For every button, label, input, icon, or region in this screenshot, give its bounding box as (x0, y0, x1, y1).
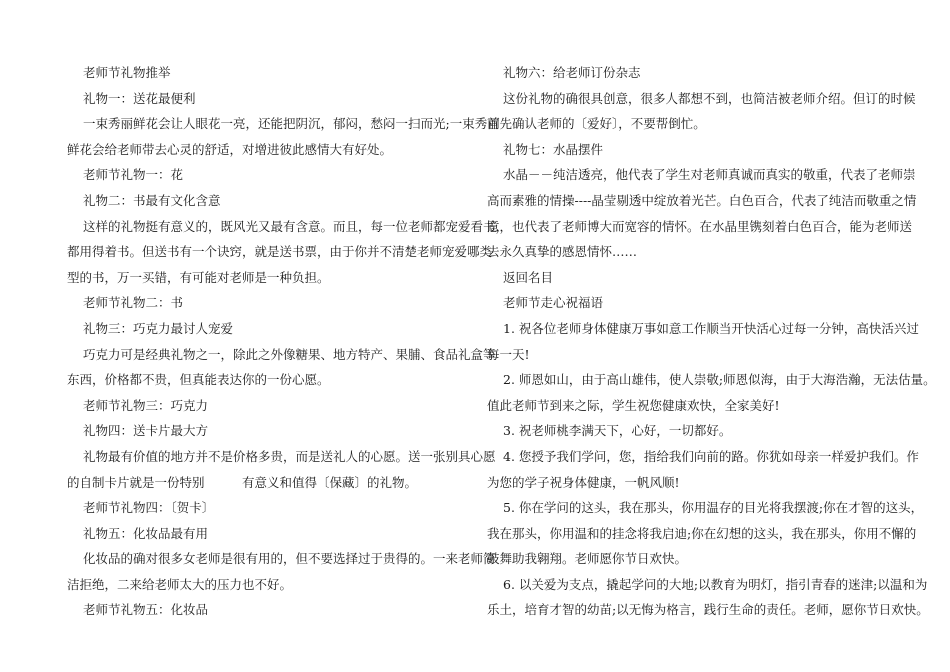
right-column-line: 礼物六：给老师订份杂志 (503, 65, 641, 80)
left-column-line: 的自制卡片就是一份特别 有意义和值得〔保藏〕的礼物。 (67, 474, 418, 490)
left-column-line: 这样的礼物挺有意义的，既风光又最有含意。而且，每一位老师都宠爱看书， (83, 218, 509, 234)
right-column-line: 5. 你在学问的这头，我在那头，你用温存的目光将我摆渡;你在才智的这头， (503, 500, 924, 516)
right-column-line: 为您的学子祝身体健康，一帆风顺! (487, 474, 680, 490)
left-column-line: 巧克力可是经典礼物之一，除此之外像糖果、地方特产、果脯、食品礼盒等 (83, 346, 496, 362)
left-column-line: 礼物四：送卡片最大方 (83, 423, 209, 439)
right-column-line: 6. 以关爱为支点，撬起学问的大地;以教育为明灯，指引青春的迷津;以温和为 (503, 576, 928, 592)
right-column-line: 1. 祝各位老师身体健康万事如意工作顺当开快活心过每一分钟，高快活兴过 (503, 320, 919, 336)
left-column-line: 洁拒绝，二来给老师太大的压力也不好。 (67, 576, 293, 592)
left-column-line: 鲜花会给老师带去心灵的舒适，对增进彼此感情大有好处。 (67, 141, 393, 157)
left-column-line: 老师节礼物一：花 (83, 167, 184, 183)
right-column-line: 4. 您授予我们学问，您，指给我们向前的路。你犹如母亲一样爱护我们。作 (503, 448, 919, 464)
right-column-line: 我在那头，你用温和的挂念将我启迪;你在幻想的这头，我在那头，你用不懈的 (487, 525, 917, 541)
right-column-line: 高而素雅的情操----晶莹剔透中绽放着光芒。白色百合，代表了纯洁而敬重之情 (487, 192, 917, 208)
left-column-line: 礼物三：巧克力最讨人宠爱 (83, 320, 234, 336)
right-column-line: 2. 师恩如山，由于高山雄伟，使人崇敬;师恩似海，由于大海浩瀚，无法估量。 (503, 372, 936, 388)
right-column-line: 首先确认老师的〔爱好〕，不要帮倒忙。 (487, 116, 706, 132)
right-column-line: 这份礼物的确很具创意，很多人都想不到，也简洁被老师介绍。但订的时候 (503, 90, 916, 106)
right-column-line: 每一天! (487, 346, 530, 362)
right-column-line: 值此老师节到来之际，学生祝您健康欢快，全家美好! (487, 397, 780, 413)
right-column-line: 水晶－－纯洁透亮，他代表了学生对老师真诚而真实的敬重，代表了老师崇 (503, 167, 916, 183)
left-column-line: 老师节礼物推举 (83, 65, 171, 80)
left-column-line: 老师节礼物四：〔贺卡〕 (83, 500, 215, 516)
right-column-line: 返回名目 (503, 269, 554, 285)
right-column-line: 老师节走心祝福语 (503, 295, 604, 311)
left-column-line: 化妆品的确对很多女老师是很有用的，但不要选择过于贵得的。一来老师简 (83, 551, 496, 567)
left-column-line: 老师节礼物三：巧克力 (83, 397, 209, 413)
right-column-line: 乐土，培育才智的幼苗;以无悔为格言，践行生命的责任。老师，愿你节日欢快。 (487, 602, 929, 618)
right-column-line: 礼物七：水晶摆件 (503, 141, 604, 157)
left-column-line: 礼物最有价值的地方并不是价格多贵，而是送礼人的心愿。送一张别具心愿 (83, 448, 496, 464)
left-column-line: 都用得着书。但送书有一个诀窍，就是送书票，由于你并不清楚老师宠爱哪类 (67, 244, 493, 260)
left-column-line: 礼物五：化妆品最有用 (83, 525, 209, 541)
left-column-line: 东西，价格都不贵，但真能表达你的一份心愿。 (67, 372, 330, 388)
right-column-line: 3. 祝老师桃李满天下，心好，一切都好。 (503, 423, 732, 439)
right-column (487, 60, 936, 623)
left-column-line: 礼物二：书最有文化含意 (83, 192, 221, 208)
left-column-line: 型的书，万一买错，有可能对老师是一种负担。 (67, 269, 330, 285)
left-column-line: 老师节礼物二：书 (83, 295, 184, 311)
right-column-line: 鼓舞助我翱翔。老师愿你节日欢快。 (487, 551, 688, 567)
right-column-line: 去永久真挚的感恩情怀…… (487, 244, 638, 260)
left-column-line: 一束秀丽鲜花会让人眼花一亮，还能把阴沉，郁闷，愁闷一扫而光;一束秀丽 (83, 116, 500, 132)
left-column-line: 老师节礼物五：化妆品 (83, 602, 209, 618)
right-column-line: 意，也代表了老师博大而宽容的情怀。在水晶里镌刻着白色百合，能为老师送 (487, 218, 913, 234)
left-column-line: 礼物一：送花最便利 (83, 90, 196, 106)
